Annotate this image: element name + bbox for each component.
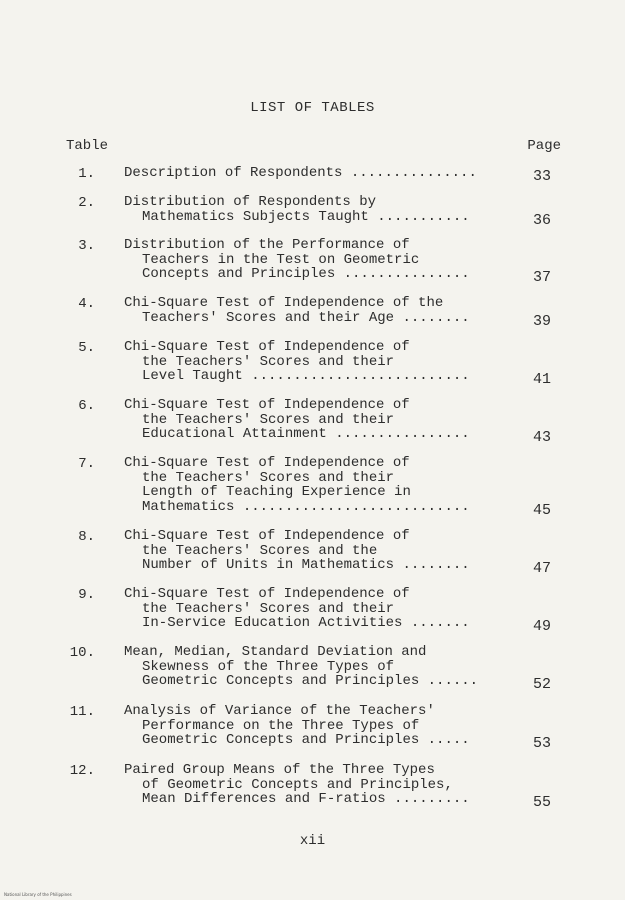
table-number: 11. [69, 704, 95, 720]
table-title-line: Mathematics ........................... [142, 499, 470, 514]
table-number: 12. [69, 763, 95, 779]
table-number: 4. [78, 296, 95, 312]
page-ref: 45 [532, 501, 551, 519]
table-number: 8. [78, 529, 95, 545]
table-title-line: Concepts and Principles ............... [142, 267, 470, 282]
table-number: 10. [69, 645, 95, 661]
table-number: 6. [78, 398, 95, 414]
page-heading: LIST OF TABLES [250, 100, 375, 116]
table-title-line: Teachers' Scores and their Age ........ [142, 310, 470, 325]
table-title-line: Teachers in the Test on Geometric [142, 252, 420, 267]
page-ref: 52 [532, 676, 551, 693]
table-title-line: Geometric Concepts and Principles ..... [142, 733, 470, 748]
table-title-line: Distribution of Respondents by [124, 195, 377, 210]
page-ref: 37 [532, 269, 551, 286]
table-title-line: Geometric Concepts and Principles ...... [142, 674, 479, 689]
page-ref: 36 [532, 211, 551, 229]
table-title [124, 296, 502, 325]
table-title-line: Analysis of Variance of the Teachers' [124, 704, 435, 719]
table-number: 7. [78, 456, 95, 472]
table-title-line: Mean, Median, Standard Deviation and [124, 645, 427, 660]
table-title [124, 195, 502, 224]
table-title [124, 340, 502, 384]
table-title-line: of Geometric Concepts and Principles, [142, 777, 453, 792]
table-title-line: the Teachers' Scores and the [142, 543, 378, 558]
table-title-line: Chi-Square Test of Independence of [124, 398, 410, 413]
page-ref: 55 [532, 794, 551, 811]
table-title-line: Number of Units in Mathematics ........ [142, 558, 470, 573]
table-title [124, 587, 502, 631]
table-title [124, 763, 502, 807]
page-ref: 41 [532, 371, 551, 388]
table-title-line: Chi-Square Test of Independence of the [124, 296, 444, 311]
table-number: 5. [78, 340, 95, 356]
page-column-header: Page [527, 138, 561, 154]
table-title-line: the Teachers' Scores and their [142, 354, 395, 369]
table-title-line: the Teachers' Scores and their [142, 470, 395, 485]
table-title [124, 529, 502, 573]
table-title-line: Paired Group Means of the Three Types [124, 763, 435, 778]
table-title [124, 238, 502, 282]
table-title-line: Performance on the Three Types of [142, 718, 420, 733]
table-number: 1. [78, 166, 95, 182]
table-title-line: Chi-Square Test of Independence of [124, 340, 410, 355]
page-ref: 33 [532, 168, 551, 185]
table-title [124, 704, 502, 748]
table-title [124, 398, 502, 442]
table-title-line: Description of Respondents ............... [124, 166, 477, 181]
table-title-line: Mathematics Subjects Taught ........... [142, 209, 470, 224]
table-title [124, 166, 502, 181]
table-number: 2. [78, 195, 95, 211]
table-title-line: the Teachers' Scores and their [142, 601, 395, 616]
table-number: 3. [78, 238, 95, 254]
table-column-header: Table [66, 138, 109, 154]
table-title-line: Length of Teaching Experience in [142, 485, 411, 500]
table-title-line: Chi-Square Test of Independence of [124, 529, 410, 544]
scan-strip: National Library of the Philippines [4, 892, 72, 897]
table-title-line: Skewness of the Three Types of [142, 659, 395, 674]
table-title [124, 645, 502, 689]
table-title-line: Mean Differences and F-ratios ......... [142, 792, 470, 807]
table-title [124, 456, 502, 514]
table-title-line: Distribution of the Performance of [124, 238, 410, 253]
page-ref: 39 [532, 312, 551, 330]
page-ref: 53 [532, 735, 551, 752]
table-title-line: In-Service Education Activities ....... [142, 616, 470, 631]
page-ref: 43 [532, 429, 551, 446]
table-title-line: Educational Attainment ................ [142, 427, 470, 442]
table-number: 9. [78, 587, 95, 603]
table-title-line: Chi-Square Test of Independence of [124, 456, 410, 471]
table-title-line: the Teachers' Scores and their [142, 412, 395, 427]
page-number-footer: xii [299, 833, 326, 849]
page-ref: 49 [532, 618, 551, 635]
table-title-line: Chi-Square Test of Independence of [124, 587, 410, 602]
page-ref: 47 [532, 560, 551, 577]
table-title-line: Level Taught .......................... [142, 369, 470, 384]
